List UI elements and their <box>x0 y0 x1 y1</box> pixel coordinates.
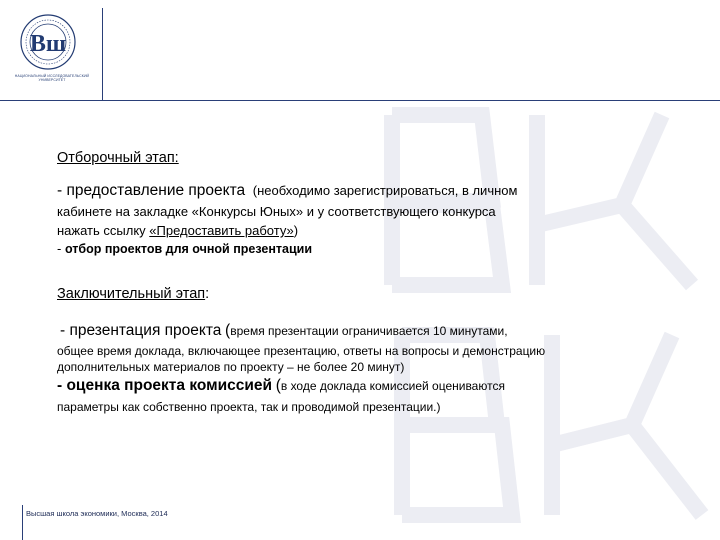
stage2-item1 <box>60 322 657 340</box>
stage1-item2-text: отбор проектов для очной презентации <box>64 242 313 256</box>
submit-work-link[interactable]: «Предоставить работу» <box>149 223 294 238</box>
stage2-item2-paren-open: ( <box>275 377 281 394</box>
stage1-item1-paren-start: (необходимо зарегистрироваться, в личном <box>252 183 518 198</box>
stage1-item1-line3-pre: нажать ссылку <box>57 223 150 238</box>
stage2-item1-line2: общее время доклада, включающее презентацию, ответы на вопросы и демонстрацию <box>57 344 546 358</box>
stage1-item2-dash: - <box>57 241 65 256</box>
stage2-heading-colon: : <box>205 286 210 302</box>
header-vertical-divider <box>102 8 103 100</box>
stage1-item1-line3 <box>57 222 657 239</box>
stage2-item1-paren-start: время презентации ограничивается 10 минутами, <box>230 324 508 338</box>
svg-text:Вш: Вш <box>29 31 67 57</box>
stage2-heading-text: Заключительный этап <box>57 286 206 302</box>
stage1-item1-line2: кабинете на закладке «Конкурсы Юных» и у соответствующего конкурса <box>57 204 496 219</box>
footer-divider <box>22 505 23 540</box>
stage2-item1-title: - презентация проекта <box>60 322 222 339</box>
stage2-item2 <box>57 377 657 395</box>
stage2-item1-paren-open: ( <box>225 322 231 339</box>
stage1-item1-line3-post: ) <box>293 223 299 238</box>
stage2-item2-paren-start: в ходе доклада комиссией оцениваются <box>280 379 505 393</box>
stage1-item1 <box>57 182 657 199</box>
slide-content <box>57 150 657 415</box>
header-horizontal-divider <box>0 100 720 101</box>
stage2-item1-line3: дополнительных материалов по проекту – не более 20 минут) <box>57 360 405 374</box>
stage1-item2 <box>57 240 657 258</box>
stage2-item2-line2: параметры как собственно проекта, так и проводимой презентации.) <box>57 400 441 414</box>
stage2-item2-title: - оценка проекта комиссией <box>57 377 273 394</box>
stage1-heading: Отборочный этап: <box>57 150 179 166</box>
logo-caption: НАЦИОНАЛЬНЫЙ ИССЛЕДОВАТЕЛЬСКИЙ УНИВЕРСИТЕТ <box>14 74 90 82</box>
stage1-item1-title: - предоставление проекта <box>57 182 246 199</box>
footer-text: Высшая школа экономики, Москва, 2014 <box>26 509 168 518</box>
stage2-heading <box>57 286 657 302</box>
